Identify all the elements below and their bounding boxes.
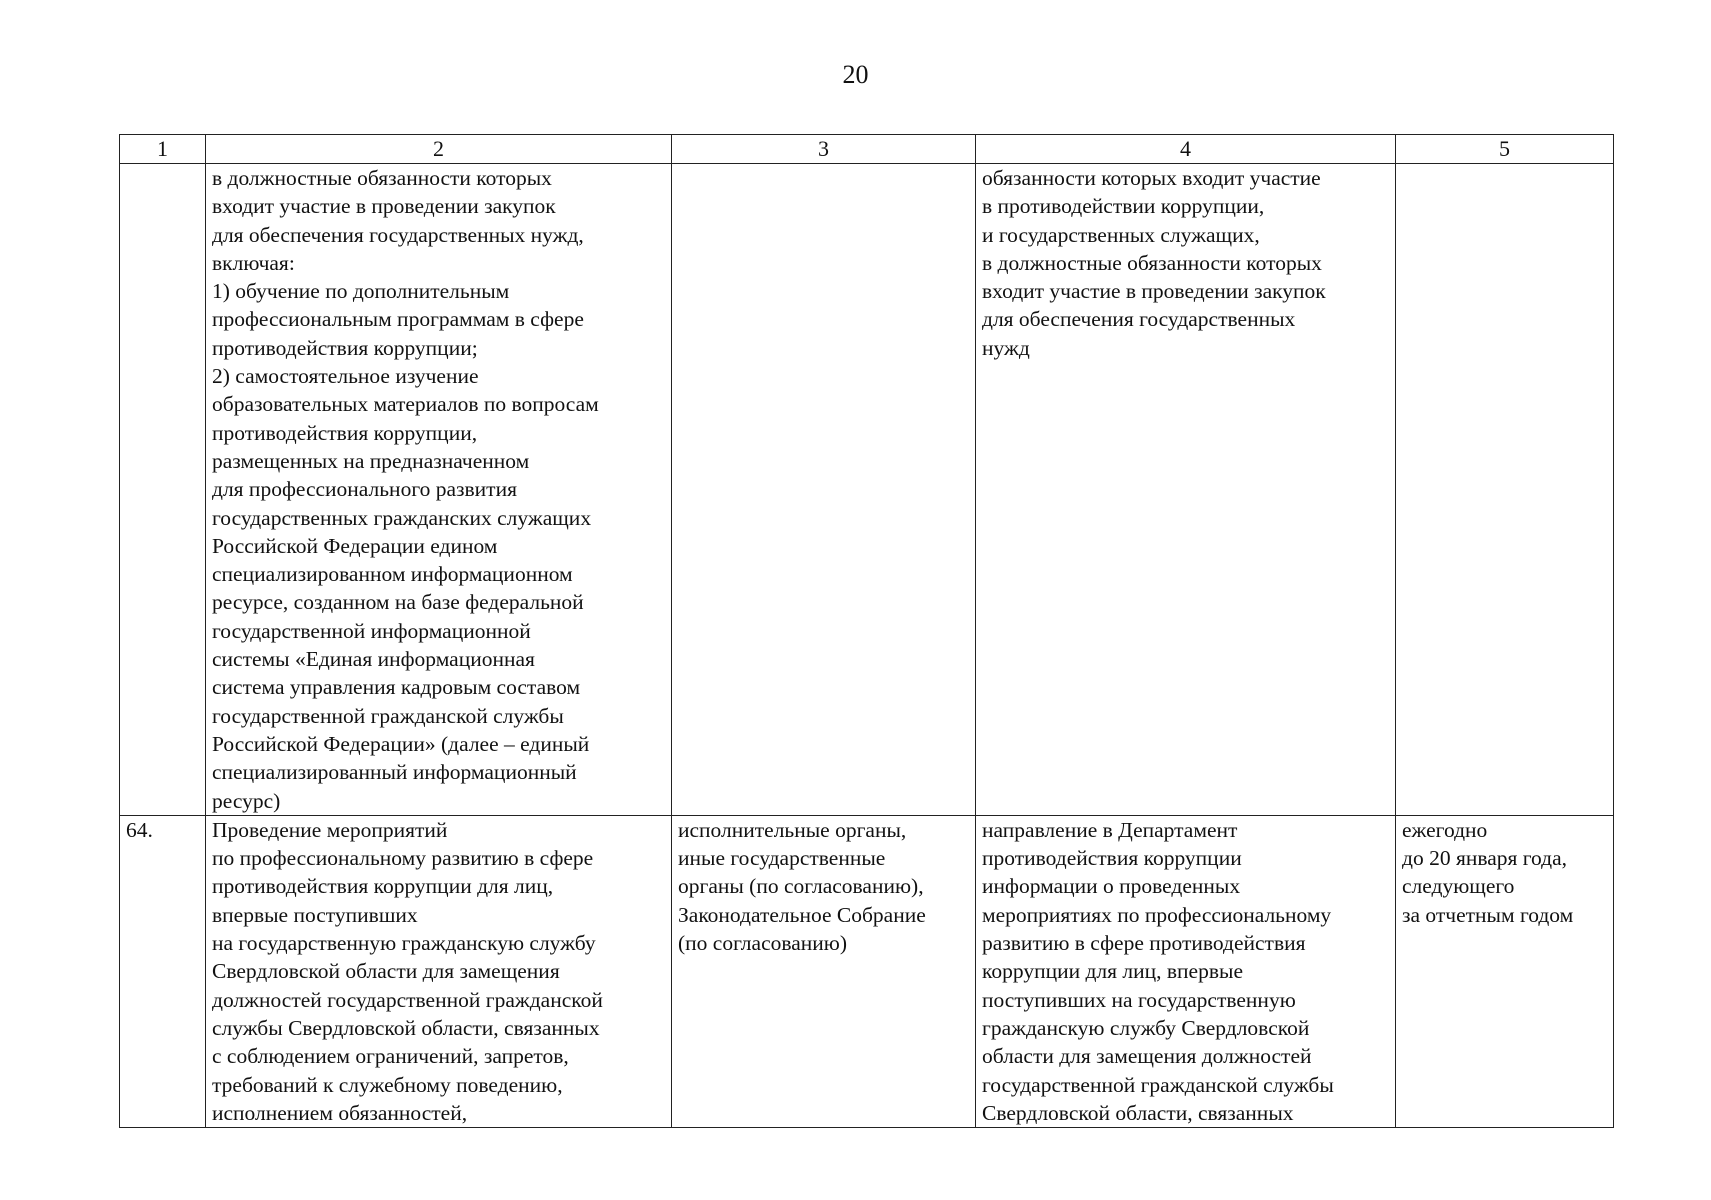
page-number: 20 bbox=[842, 60, 869, 89]
text-line: (по согласованию) bbox=[678, 931, 848, 956]
table-row bbox=[120, 164, 1614, 816]
text-line: направление в Департамент bbox=[982, 817, 1238, 842]
text-line: образовательных материалов по вопросам bbox=[212, 392, 599, 417]
text-line: специализированном информационном bbox=[212, 562, 573, 587]
row-number-cell: 64. bbox=[120, 815, 206, 1127]
text-line: до 20 января года, bbox=[1402, 846, 1568, 871]
text-line: за отчетным годом bbox=[1402, 902, 1574, 927]
text-line: органы (по согласованию), bbox=[678, 874, 924, 899]
table-header-row bbox=[120, 135, 1614, 164]
deadline-cell bbox=[1396, 815, 1614, 1127]
column-header-4: 4 bbox=[976, 135, 1396, 164]
text-line: Законодательное Собрание bbox=[678, 902, 926, 927]
deadline-cell bbox=[1396, 164, 1614, 816]
text-line: входит участие в проведении закупок bbox=[212, 194, 556, 219]
text-line: исполнением обязанностей, bbox=[212, 1100, 468, 1125]
result-cell bbox=[976, 164, 1396, 816]
text-line: исполнительные органы, bbox=[678, 817, 907, 842]
text-line: противодействия коррупции bbox=[982, 846, 1242, 871]
text-line: ресурсе, созданном на базе федеральной bbox=[212, 590, 584, 615]
text-line: требований к служебному поведению, bbox=[212, 1072, 563, 1097]
table-row bbox=[120, 815, 1614, 1127]
text-line: поступивших на государственную bbox=[982, 987, 1296, 1012]
text-line: Российской Федерации» (далее – единый bbox=[212, 731, 590, 756]
column-header-2: 2 bbox=[206, 135, 672, 164]
text-line: Проведение мероприятий bbox=[212, 817, 448, 842]
text-line: информации о проведенных bbox=[982, 874, 1241, 899]
measure-cell bbox=[206, 164, 672, 816]
row-number-cell bbox=[120, 164, 206, 816]
text-line: 2) самостоятельное изучение bbox=[212, 364, 479, 389]
text-line: гражданскую службу Свердловской bbox=[982, 1015, 1310, 1040]
text-line: развитию в сфере противодействия bbox=[982, 931, 1306, 956]
text-line: государственной гражданской службы bbox=[212, 703, 564, 728]
column-header-3: 3 bbox=[672, 135, 976, 164]
text-line: для профессионального развития bbox=[212, 477, 517, 502]
measure-cell bbox=[206, 815, 672, 1127]
table-body bbox=[120, 164, 1614, 1128]
text-line: противодействия коррупции, bbox=[212, 420, 478, 445]
text-line: противодействия коррупции; bbox=[212, 335, 478, 360]
column-header-5: 5 bbox=[1396, 135, 1614, 164]
text-line: области для замещения должностей bbox=[982, 1044, 1312, 1069]
text-line: размещенных на предназначенном bbox=[212, 448, 530, 473]
text-line: система управления кадровым составом bbox=[212, 675, 581, 700]
text-line: иные государственные bbox=[678, 846, 886, 871]
text-line: следующего bbox=[1402, 874, 1515, 899]
text-line: для обеспечения государственных bbox=[982, 307, 1296, 332]
text-line: и государственных служащих, bbox=[982, 222, 1260, 247]
text-line: с соблюдением ограничений, запретов, bbox=[212, 1044, 569, 1069]
text-line: противодействия коррупции для лиц, bbox=[212, 874, 554, 899]
text-line: государственной гражданской службы bbox=[982, 1072, 1334, 1097]
text-line: должностей государственной гражданской bbox=[212, 987, 603, 1012]
text-line: Свердловской области, связанных bbox=[982, 1100, 1294, 1125]
text-line: входит участие в проведении закупок bbox=[982, 279, 1326, 304]
text-line: для обеспечения государственных нужд, bbox=[212, 222, 584, 247]
text-line: мероприятиях по профессиональному bbox=[982, 902, 1332, 927]
text-line: ежегодно bbox=[1402, 817, 1488, 842]
text-line: обязанности которых входит участие bbox=[982, 166, 1321, 190]
text-line: в противодействии коррупции, bbox=[982, 194, 1265, 219]
text-line: государственной информационной bbox=[212, 618, 531, 643]
text-line: в должностные обязанности которых bbox=[982, 250, 1322, 275]
text-line: Свердловской области для замещения bbox=[212, 959, 560, 984]
text-line: коррупции для лиц, впервые bbox=[982, 959, 1243, 984]
text-line: 1) обучение по дополнительным bbox=[212, 279, 510, 304]
text-line: Российской Федерации едином bbox=[212, 533, 498, 558]
executors-cell bbox=[672, 164, 976, 816]
column-header-1: 1 bbox=[120, 135, 206, 164]
text-line: по профессиональному развитию в сфере bbox=[212, 846, 594, 871]
text-line: впервые поступивших bbox=[212, 902, 418, 927]
text-line: системы «Единая информационная bbox=[212, 647, 535, 672]
text-line: государственных гражданских служащих bbox=[212, 505, 592, 530]
text-line: службы Свердловской области, связанных bbox=[212, 1015, 600, 1040]
executors-cell bbox=[672, 815, 976, 1127]
text-line: на государственную гражданскую службу bbox=[212, 931, 596, 956]
text-line: профессиональным программам в сфере bbox=[212, 307, 584, 332]
text-line: специализированный информационный bbox=[212, 760, 577, 785]
text-line: нужд bbox=[982, 335, 1030, 360]
text-line: ресурс) bbox=[212, 788, 281, 813]
plan-table bbox=[119, 134, 1614, 1128]
text-line: в должностные обязанности которых bbox=[212, 166, 552, 190]
result-cell bbox=[976, 815, 1396, 1127]
text-line: включая: bbox=[212, 250, 295, 275]
